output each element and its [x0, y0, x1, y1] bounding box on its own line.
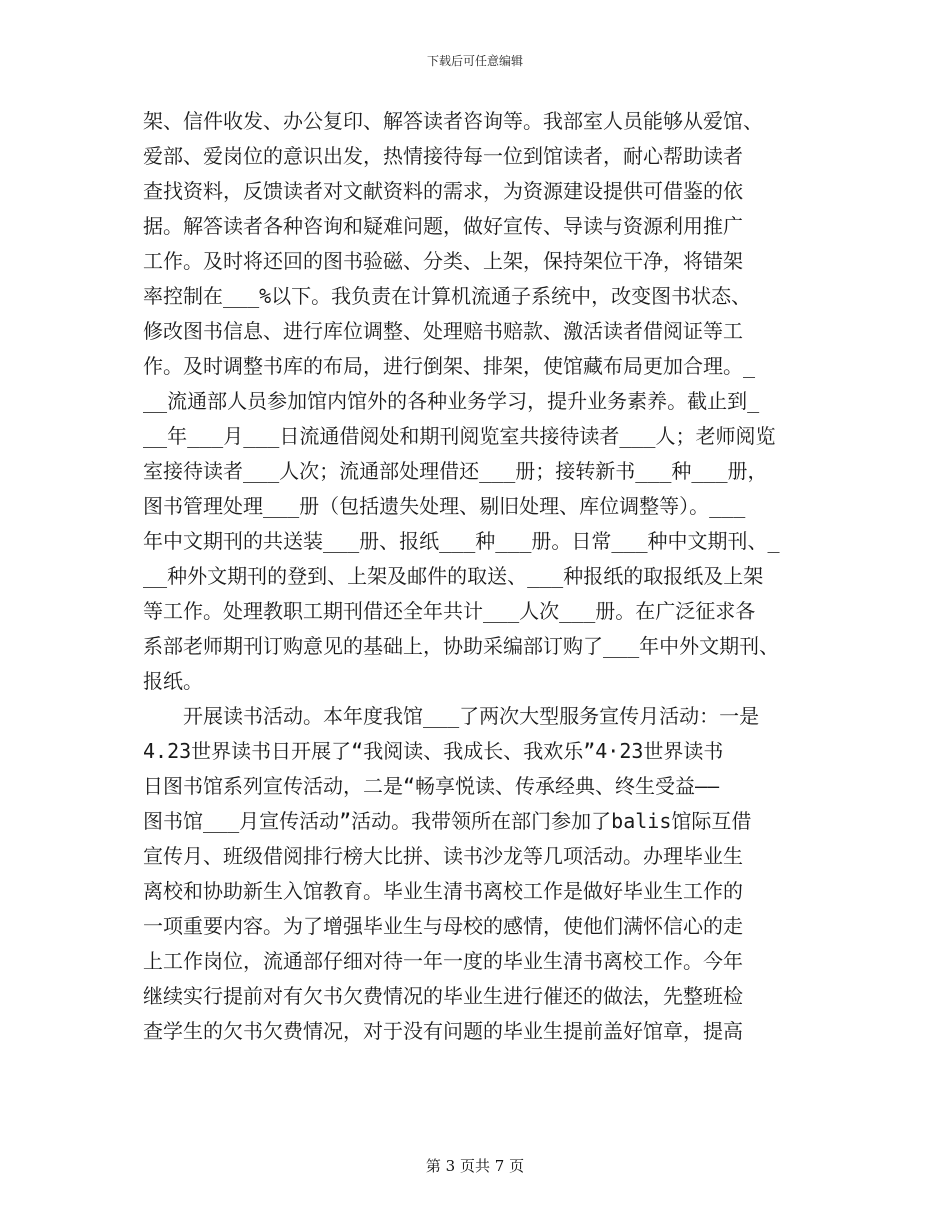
text-line: 上工作岗位，流通部仔细对待一年一度的毕业生清书离校工作。今年	[143, 949, 743, 973]
text-line: 开展读书活动。本年度我馆___了两次大型服务宣传月活动：一是	[143, 704, 760, 728]
paragraph-1	[143, 104, 813, 699]
text-line: 据。解答读者各种咨询和疑难问题，做好宣传、导读与资源利用推广	[143, 214, 743, 238]
text-line: 率控制在___%以下。我负责在计算机流通子系统中，改变图书状态、	[143, 284, 752, 308]
text-line: 工作。及时将还回的图书验磁、分类、上架，保持架位干净，将错架	[143, 249, 743, 273]
text-line: 查找资料，反馈读者对文献资料的需求，为资源建设提供可借鉴的依	[143, 179, 743, 203]
text-line: __年___月___日流通借阅处和期刊阅览室共接待读者___人；老师阅览	[143, 424, 776, 448]
text-line: 一项重要内容。为了增强毕业生与母校的感情，使他们满怀信心的走	[143, 914, 743, 938]
text-line: 图书管理处理___册（包括遗失处理、剔旧处理、库位调整等）。___	[143, 494, 746, 518]
text-line: 宣传月、班级借阅排行榜大比拼、读书沙龙等几项活动。办理毕业生	[143, 844, 743, 868]
text-line: 系部老师期刊订购意见的基础上，协助采编部订购了___年中外文期刊、	[143, 634, 780, 658]
text-line: 作。及时调整书库的布局，进行倒架、排架，使馆藏布局更加合理。_	[143, 354, 756, 378]
text-line: __种外文期刊的登到、上架及邮件的取送、___种报纸的取报纸及上架	[143, 564, 764, 588]
page-number: 第 3 页共 7 页	[425, 1157, 525, 1175]
text-line: 爱部、爱岗位的意识出发，热情接待每一位到馆读者，耐心帮助读者	[143, 144, 743, 168]
text-line: 修改图书信息、进行库位调整、处理赔书赔款、激活读者借阅证等工	[143, 319, 743, 343]
text-line: 图书馆___月宣传活动”活动。我带领所在部门参加了balis馆际互借	[143, 809, 752, 833]
text-line: 等工作。处理教职工期刊借还全年共计___人次___册。在广泛征求各	[143, 599, 756, 623]
header-note: 下载后可任意编辑	[426, 54, 523, 68]
text-line: 离校和协助新生入馆教育。毕业生清书离校工作是做好毕业生工作的	[143, 879, 743, 903]
paragraph-2	[143, 699, 813, 1049]
document-body	[143, 104, 813, 1049]
text-line: 继续实行提前对有欠书欠费情况的毕业生进行催还的做法，先整班检	[143, 984, 743, 1008]
text-line: 架、信件收发、办公复印、解答读者咨询等。我部室人员能够从爱馆、	[143, 109, 763, 133]
text-line: __流通部人员参加馆内馆外的各种业务学习，提升业务素养。截止到_	[143, 389, 760, 413]
text-line: 4.23世界读书日开展了“我阅读、我成长、我欢乐”4·23世界读书	[143, 739, 724, 763]
text-line: 日图书馆系列宣传活动，二是“畅享悦读、传承经典、终生受益——	[143, 774, 720, 798]
text-line: 室接待读者___人次；流通部处理借还___册；接转新书___种___册，	[143, 459, 768, 483]
text-line: 报纸。	[143, 669, 203, 693]
text-line: 查学生的欠书欠费情况，对于没有问题的毕业生提前盖好馆章，提高	[143, 1019, 743, 1043]
text-line: 年中文期刊的共送装___册、报纸___种___册。日常___种中文期刊、_	[143, 529, 780, 553]
